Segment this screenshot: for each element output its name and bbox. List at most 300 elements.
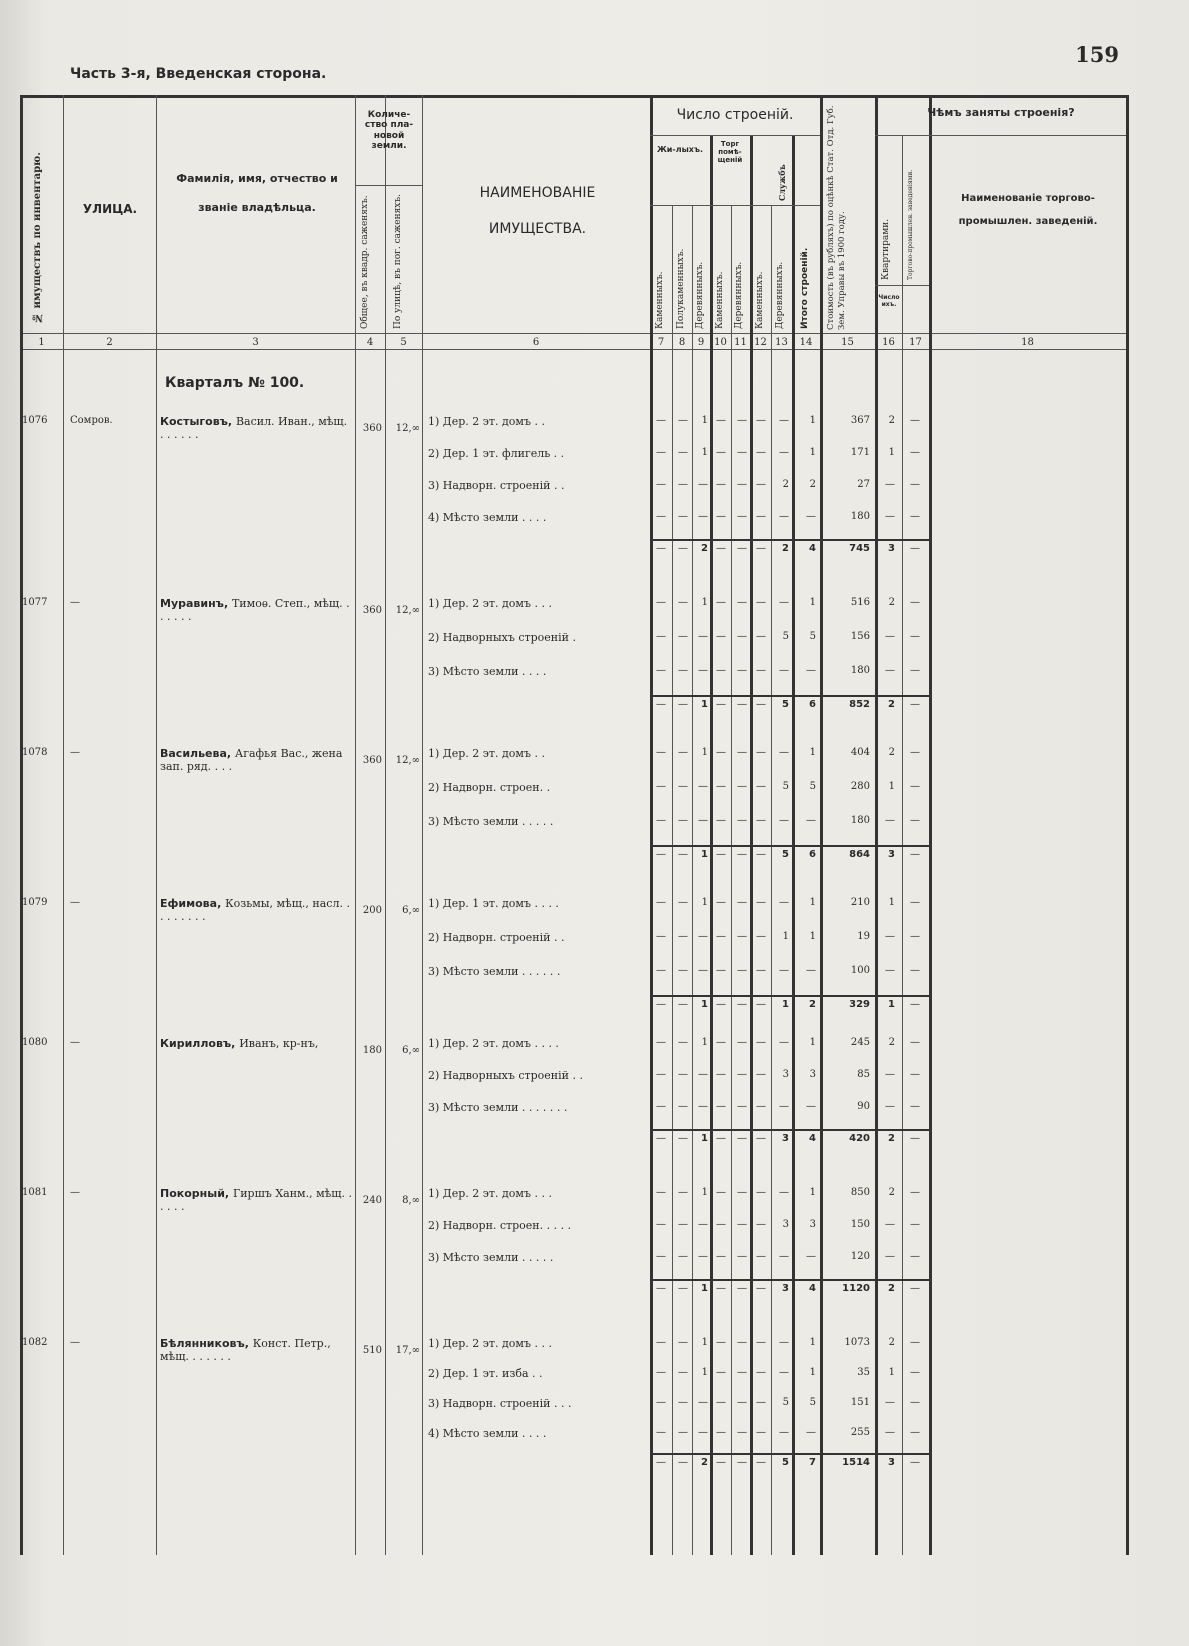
empty-cell: — [756,849,766,860]
empty-cell: — [678,1367,688,1378]
total-trade-count: — [910,849,920,860]
entry-area: 200 [362,905,382,916]
header-stone-service: Каменныхъ. [755,271,765,329]
entry-id: 1081 [22,1187,48,1198]
hline [355,185,422,186]
empty-cell: — [756,1037,766,1048]
empty-cell: — [656,999,666,1010]
item-value: 1073 [844,1337,870,1348]
total-rule [650,845,929,847]
empty-cell: — [716,631,726,642]
empty-cell: — [737,1427,747,1438]
empty-cell: — [656,815,666,826]
empty-cell: — [716,665,726,676]
item-wooden-service: — [779,815,789,826]
item-wooden-service: — [779,1251,789,1262]
total-value: 329 [849,999,870,1010]
total-apartments: 3 [888,543,895,554]
empty-cell: — [756,479,766,490]
entry-owner [160,415,352,441]
total-apartments: 3 [888,849,895,860]
total-wooden-living: 1 [701,849,708,860]
empty-cell: — [656,931,666,942]
item-total-buildings: 1 [809,747,816,758]
item-name: 1) Дер. 2 эт. домъ . . [428,415,545,428]
item-total-buildings: 2 [809,479,816,490]
total-rule [650,995,929,997]
column-number: 8 [678,337,686,348]
total-buildings: 6 [809,699,816,710]
empty-cell: — [678,511,688,522]
item-wooden-living: 1 [701,597,708,608]
empty-cell: — [656,1133,666,1144]
total-apartments: 3 [888,1457,895,1468]
item-trade-count: — [910,1069,920,1080]
total-wooden-service: 5 [782,1457,789,1468]
item-total-buildings: 5 [809,631,816,642]
total-value: 864 [849,849,870,860]
entry-owner [160,1037,352,1050]
empty-cell: — [716,747,726,758]
empty-cell: — [656,1457,666,1468]
empty-cell: — [678,699,688,710]
total-wooden-living: 1 [701,999,708,1010]
empty-cell: — [678,999,688,1010]
empty-cell: — [737,1101,747,1112]
empty-cell: — [656,447,666,458]
empty-cell: — [737,447,747,458]
empty-cell: — [737,543,747,554]
header-total-buildings: Итого строеній. [800,247,810,329]
item-wooden-living: — [698,479,708,490]
empty-cell: — [756,597,766,608]
vline [672,205,673,1555]
item-apartments: 2 [888,747,895,758]
item-wooden-service: 1 [782,931,789,942]
total-wooden-service: 1 [782,999,789,1010]
empty-cell: — [656,665,666,676]
owner-surname: Покорный, [160,1187,233,1200]
total-trade-count: — [910,1133,920,1144]
item-wooden-living: — [698,1101,708,1112]
entry-street: — [70,747,80,758]
item-trade-count: — [910,1037,920,1048]
column-number: 4 [366,337,374,348]
item-wooden-living: — [698,931,708,942]
entry-area: 510 [362,1345,382,1356]
item-trade-count: — [910,1337,920,1348]
item-name: 3) Мѣсто земли . . . . . [428,815,554,828]
item-name: 1) Дер. 2 эт. домъ . . . [428,1337,552,1350]
item-total-buildings: 1 [809,1337,816,1348]
header-owner: Фамилія, имя, отчество и званіе владѣльца. [176,172,338,214]
entry-id: 1082 [22,1337,48,1348]
total-wooden-living: 1 [701,1283,708,1294]
total-wooden-living: 2 [701,543,708,554]
empty-cell: — [716,965,726,976]
owner-details: Конст. Петр., мѣщ. . . . . . . [160,1337,331,1364]
item-trade-count: — [910,511,920,522]
item-wooden-service: 5 [782,631,789,642]
header-wooden-living: Деревянныхъ. [695,261,705,329]
header-trade: Торг помѣ-щеній [717,140,743,165]
total-wooden-service: 3 [782,1133,789,1144]
empty-cell: — [678,849,688,860]
entry-frontage: 17,∞ [395,1345,420,1356]
item-value: 100 [850,965,870,976]
total-wooden-service: 5 [782,699,789,710]
empty-cell: — [678,479,688,490]
entry-frontage: 8,∞ [402,1195,420,1206]
entry-street: — [70,597,80,608]
empty-cell: — [737,965,747,976]
item-wooden-service: — [779,965,789,976]
vline [731,205,732,1555]
entry-frontage: 6,∞ [402,905,420,916]
inventory-table [20,95,1129,1555]
column-number: 15 [841,337,854,348]
total-rule [650,695,929,697]
item-wooden-service: — [779,747,789,758]
empty-cell: — [678,1069,688,1080]
empty-cell: — [737,1397,747,1408]
entry-street: Сомров. [70,415,113,426]
owner-details: Иванъ, кр-нъ, [239,1037,319,1050]
item-apartments: — [885,815,895,826]
header-area-total: Общее, въ квадр. саженяхъ. [360,195,370,329]
empty-cell: — [756,1069,766,1080]
empty-cell: — [756,897,766,908]
empty-cell: — [716,1397,726,1408]
empty-cell: — [756,965,766,976]
entry-frontage: 12,∞ [395,423,420,434]
empty-cell: — [737,1283,747,1294]
empty-cell: — [737,1037,747,1048]
item-wooden-living: — [698,1251,708,1262]
empty-cell: — [678,1427,688,1438]
item-wooden-living: 1 [701,1367,708,1378]
header-occupied: Чѣмъ заняты строенія? [927,106,1075,119]
vline [692,205,693,1555]
column-number: 3 [252,337,259,348]
empty-cell: — [656,1427,666,1438]
item-trade-count: — [910,631,920,642]
entry-owner [160,1187,352,1213]
total-buildings: 6 [809,849,816,860]
entry-street: — [70,1037,80,1048]
empty-cell: — [737,1219,747,1230]
hline [875,285,929,286]
item-trade-count: — [910,965,920,976]
empty-cell: — [756,699,766,710]
empty-cell: — [737,631,747,642]
item-total-buildings: 1 [809,1187,816,1198]
item-name: 1) Дер. 2 эт. домъ . . . . [428,1037,559,1050]
total-wooden-service: 3 [782,1283,789,1294]
item-trade-count: — [910,415,920,426]
total-rule [650,1129,929,1131]
empty-cell: — [716,543,726,554]
empty-cell: — [737,1457,747,1468]
empty-cell: — [678,897,688,908]
total-value: 1514 [842,1457,870,1468]
item-wooden-service: — [779,665,789,676]
empty-cell: — [737,699,747,710]
item-value: 255 [850,1427,870,1438]
total-trade-count: — [910,1283,920,1294]
empty-cell: — [737,1251,747,1262]
item-wooden-living: 1 [701,897,708,908]
header-halfstone-living: Полукаменныхъ. [676,248,686,329]
column-number: 16 [882,337,895,348]
empty-cell: — [756,1187,766,1198]
entry-frontage: 6,∞ [402,1045,420,1056]
item-wooden-service: — [779,1337,789,1348]
empty-cell: — [656,597,666,608]
total-buildings: 4 [809,1133,816,1144]
item-value: 27 [857,479,870,490]
item-wooden-service: — [779,1101,789,1112]
empty-cell: — [656,849,666,860]
item-wooden-living: 1 [701,415,708,426]
column-number: 9 [697,337,705,348]
entry-frontage: 12,∞ [395,755,420,766]
total-apartments: 2 [888,699,895,710]
item-apartments: — [885,665,895,676]
item-name: 1) Дер. 1 эт. домъ . . . . [428,897,559,910]
column-number: 18 [1021,337,1034,348]
column-number: 5 [400,337,407,348]
empty-cell: — [716,1069,726,1080]
total-value: 1120 [842,1283,870,1294]
item-trade-count: — [910,479,920,490]
empty-cell: — [656,1101,666,1112]
empty-cell: — [716,1457,726,1468]
vline [156,95,157,1555]
item-total-buildings: — [806,1427,816,1438]
empty-cell: — [656,1187,666,1198]
item-name: 4) Мѣсто земли . . . . [428,1427,547,1440]
empty-cell: — [716,1367,726,1378]
item-name: 4) Мѣсто земли . . . . [428,511,547,524]
header-apartments-count: Число ихъ. [878,294,900,308]
total-buildings: 4 [809,543,816,554]
item-name: 2) Надворныхъ строеній . . [428,1069,583,1082]
hline [650,205,820,206]
item-wooden-living: — [698,665,708,676]
empty-cell: — [656,1397,666,1408]
header-stone-trade: Каменныхъ. [715,271,725,329]
item-name: 3) Мѣсто земли . . . . . [428,1251,554,1264]
empty-cell: — [656,1367,666,1378]
item-value: 180 [850,511,870,522]
item-value: 180 [850,815,870,826]
empty-cell: — [716,781,726,792]
empty-cell: — [737,781,747,792]
hline [650,135,820,136]
page-number: 159 [1075,42,1119,67]
item-total-buildings: 3 [809,1069,816,1080]
empty-cell: — [756,1367,766,1378]
entry-id: 1078 [22,747,48,758]
vline [929,95,932,1555]
empty-cell: — [737,1133,747,1144]
item-wooden-living: — [698,965,708,976]
empty-cell: — [678,1101,688,1112]
item-value: 245 [850,1037,870,1048]
item-name: 2) Надворн. строеній . . [428,931,565,944]
entry-id: 1076 [22,415,48,426]
empty-cell: — [678,415,688,426]
vline [385,95,386,1555]
empty-cell: — [756,1133,766,1144]
item-apartments: — [885,511,895,522]
empty-cell: — [656,479,666,490]
item-trade-count: — [910,1187,920,1198]
empty-cell: — [656,631,666,642]
item-trade-count: — [910,931,920,942]
item-total-buildings: — [806,511,816,522]
empty-cell: — [756,1337,766,1348]
empty-cell: — [716,897,726,908]
vline [20,95,23,1555]
item-wooden-service: — [779,897,789,908]
empty-cell: — [756,415,766,426]
entry-area: 180 [362,1045,382,1056]
total-rule [650,1279,929,1281]
empty-cell: — [756,447,766,458]
item-apartments: 2 [888,1337,895,1348]
vline [355,95,356,1555]
quarter-title: Кварталъ № 100. [165,375,305,391]
column-number: 17 [909,337,922,348]
header-service: Службъ [777,164,787,201]
total-trade-count: — [910,699,920,710]
item-wooden-service: 3 [782,1219,789,1230]
item-trade-count: — [910,1367,920,1378]
item-value: 516 [850,597,870,608]
item-value: 171 [850,447,870,458]
total-rule [650,1453,929,1455]
empty-cell: — [716,1219,726,1230]
header-establishment-names: Наименованіе торгово-промышлен. заведеній. [958,193,1098,227]
item-name: 3) Мѣсто земли . . . . . . . [428,1101,568,1114]
empty-cell: — [737,479,747,490]
item-apartments: 2 [888,1187,895,1198]
empty-cell: — [756,815,766,826]
total-wooden-living: 1 [701,1133,708,1144]
item-wooden-service: — [779,447,789,458]
table-top-border [20,95,1129,98]
empty-cell: — [716,479,726,490]
empty-cell: — [678,543,688,554]
owner-details: Тимоѳ. Степ., мѣщ. . . . . . . [160,597,350,624]
item-name: 2) Надворн. строен. . [428,781,551,794]
owner-surname: Ефимова, [160,897,226,910]
item-total-buildings: — [806,1101,816,1112]
column-number: 13 [775,337,788,348]
item-apartments: — [885,965,895,976]
item-trade-count: — [910,781,920,792]
entry-owner [160,897,352,923]
header-living: Жи-лыхъ. [656,145,704,154]
empty-cell: — [737,1069,747,1080]
entry-id: 1077 [22,597,48,608]
part-title: Часть 3-я, Введенская сторона. [70,66,327,82]
item-apartments: — [885,1427,895,1438]
empty-cell: — [678,631,688,642]
empty-cell: — [656,747,666,758]
item-wooden-living: — [698,1427,708,1438]
owner-surname: Кирилловъ, [160,1037,240,1050]
item-name: 2) Дер. 1 эт. изба . . [428,1367,543,1380]
item-name: 3) Надворн. строеній . . . [428,1397,572,1410]
header-bottom-border [20,333,1129,334]
empty-cell: — [756,1251,766,1262]
header-value: Стоимость (въ рубляхъ) по оцѣнкѣ Стат. Отд. Губ. Зем. Управы въ 1900 году. [826,105,848,330]
column-number: 7 [657,337,665,348]
empty-cell: — [756,1101,766,1112]
empty-cell: — [756,747,766,758]
total-trade-count: — [910,1457,920,1468]
empty-cell: — [678,1187,688,1198]
item-apartments: — [885,1251,895,1262]
header-trade-establishments: Торгово-промышлен. заведеніями. [907,169,914,280]
column-number: 14 [799,337,813,348]
empty-cell: — [737,665,747,676]
item-wooden-living: — [698,815,708,826]
empty-cell: — [678,1251,688,1262]
entry-area: 360 [362,605,382,616]
empty-cell: — [716,1283,726,1294]
empty-cell: — [678,747,688,758]
empty-cell: — [678,1219,688,1230]
empty-cell: — [656,1337,666,1348]
item-name: 2) Надворн. строен. . . . . [428,1219,572,1232]
empty-cell: — [737,1367,747,1378]
total-wooden-living: 2 [701,1457,708,1468]
owner-surname: Костыговъ, [160,415,236,428]
item-value: 367 [850,415,870,426]
total-wooden-service: 5 [782,849,789,860]
item-name: 3) Мѣсто земли . . . . [428,665,547,678]
item-trade-count: — [910,597,920,608]
total-wooden-living: 1 [701,699,708,710]
item-wooden-service: — [779,1367,789,1378]
entry-area: 240 [362,1195,382,1206]
item-name: 1) Дер. 2 эт. домъ . . . [428,597,552,610]
empty-cell: — [716,1101,726,1112]
header-property-name: НАИМЕНОВАНІЕ ИМУЩЕСТВА. [479,185,596,238]
item-wooden-living: — [698,1219,708,1230]
empty-cell: — [656,543,666,554]
item-apartments: — [885,1101,895,1112]
total-wooden-service: 2 [782,543,789,554]
empty-cell: — [656,897,666,908]
total-value: 745 [849,543,870,554]
item-wooden-living: 1 [701,747,708,758]
owner-surname: Васильева, [160,747,235,760]
item-wooden-living: — [698,631,708,642]
empty-cell: — [737,931,747,942]
item-value: 404 [850,747,870,758]
item-name: 2) Надворныхъ строеній . [428,631,576,644]
total-trade-count: — [910,543,920,554]
empty-cell: — [716,1337,726,1348]
item-trade-count: — [910,1219,920,1230]
empty-cell: — [716,415,726,426]
empty-cell: — [656,1283,666,1294]
